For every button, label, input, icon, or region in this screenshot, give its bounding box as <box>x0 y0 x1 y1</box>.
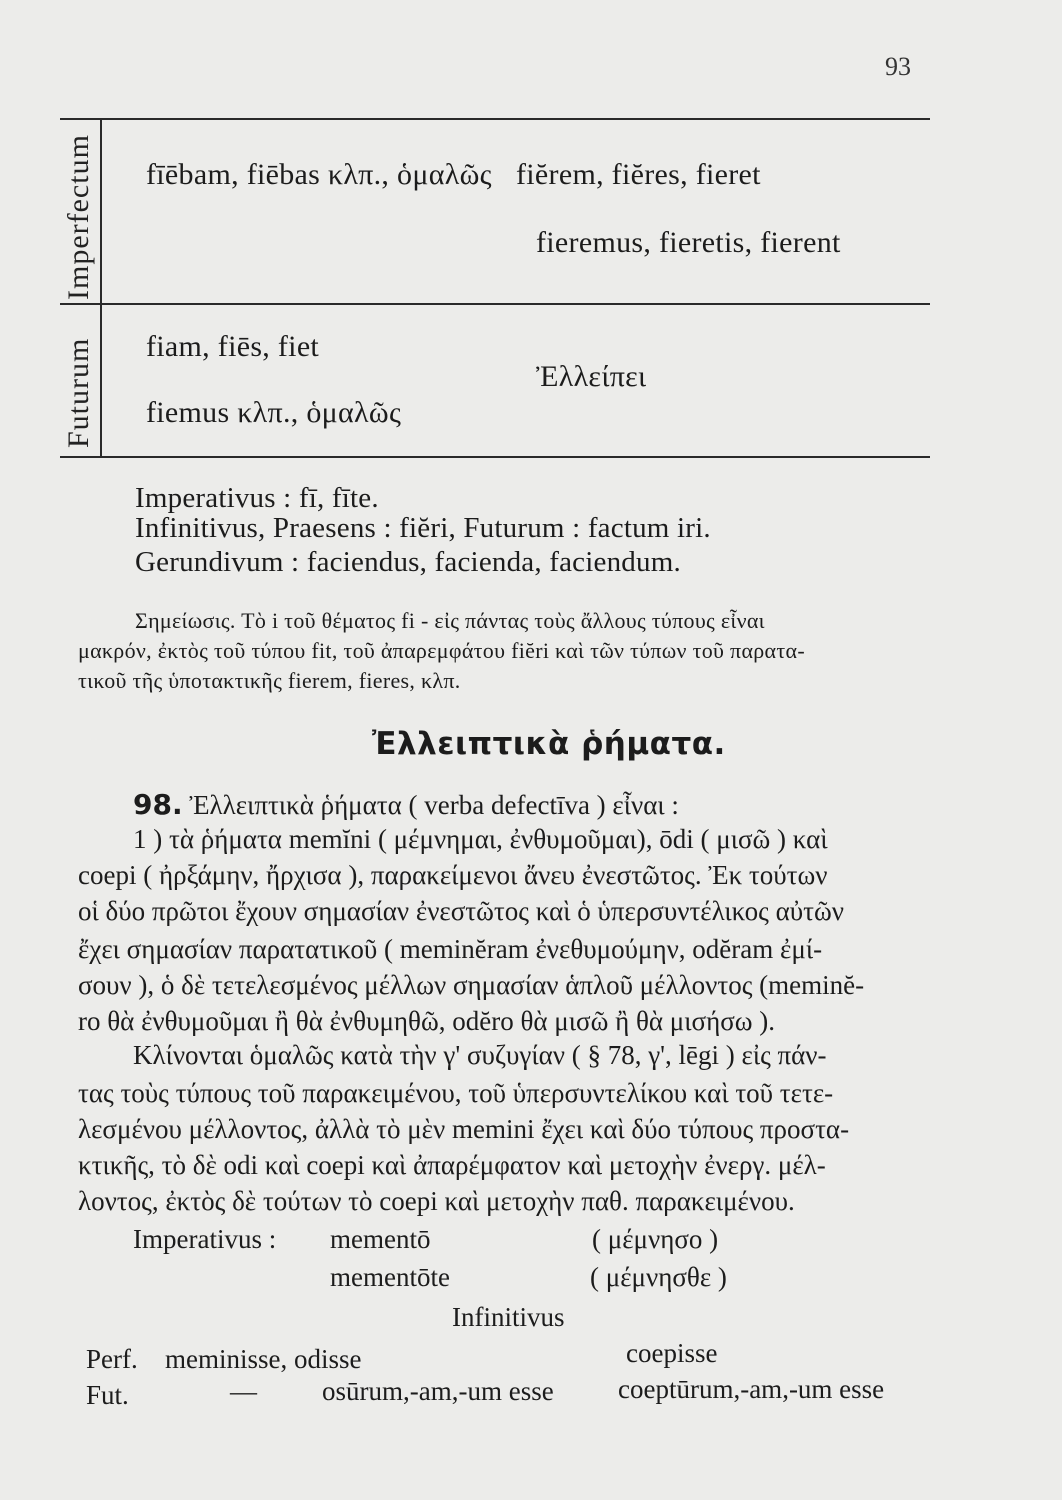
para98-line-4: οἱ δύο πρῶτοι ἔχουν σημασίαν ἐνεστῶτος καὶ ὁ ὑπερσυντέλικος αὐτῶν <box>78 896 844 926</box>
section-heading: Ἐλλειπτικὰ ῥήματα. <box>372 726 726 762</box>
note-line-3: τικοῦ τῆς ὑποτακτικῆς fierem, fieres, κλπ. <box>78 668 461 693</box>
fut-indicative-2: fiemus κλπ., ὁμαλῶς <box>146 396 402 429</box>
para2-line-3: λεσμένου μέλλοντος, ἀλλὰ τὸ μὲν memini ἔχει καὶ δύο τύπους προστα- <box>78 1114 850 1144</box>
imperf-indicative: fīēbam, fiēbas κλπ., ὁμαλῶς <box>146 158 492 191</box>
para2-line-5: λοντος, ἐκτὸς δὲ τούτων τὸ coepi καὶ μετοχὴν παθ. παρακειμένου. <box>78 1186 795 1216</box>
table-label-divider <box>100 118 102 458</box>
imperativus-line: Imperativus : fī, fīte. <box>135 482 379 514</box>
table-middle-rule <box>60 303 930 305</box>
para98-line-2: 1 ) τὰ ῥήματα memĭni ( μέμνημαι, ἐνθυμοῦμαι), ōdi ( μισῶ ) καὶ <box>133 824 828 854</box>
conjugation-table <box>60 118 930 463</box>
para98-line-7: ro θὰ ἐνθυμοῦμαι ἢ θὰ ἐνθυμηθῶ, odĕro θὰ μισῶ ἢ θὰ μισήσω ). <box>78 1006 776 1036</box>
table-top-rule <box>60 118 930 120</box>
table-bottom-rule <box>60 456 930 458</box>
imperfectum-label: Imperfectum <box>62 134 95 300</box>
fut-dash: — <box>230 1376 257 1406</box>
perf-label: Perf. <box>86 1344 138 1374</box>
imperativus-form-1: mementō <box>330 1224 431 1254</box>
imperativus-gloss-1: ( μέμνησο ) <box>592 1224 719 1254</box>
note-line-2: μακρόν, ἐκτὸς τοῦ τύπου fit, τοῦ ἀπαρεμφάτου fiĕri καὶ τῶν τύπων τοῦ παρατα- <box>78 638 805 663</box>
fut-indicative-1: fiam, fiēs, fiet <box>146 330 320 363</box>
imperativus-label: Imperativus : <box>133 1224 277 1254</box>
para98-line-5: ἔχει σημασίαν παρατατικοῦ ( meminĕram ἐνεθυμούμην, odĕram ἐμί- <box>78 934 823 964</box>
para2-line-2: τας τοὺς τύπους τοῦ παρακειμένου, τοῦ ὑπερσυντελίκου καὶ τοῦ τετε- <box>78 1078 834 1108</box>
page-number: 93 <box>885 52 911 81</box>
imperativus-gloss-2: ( μέμνησθε ) <box>590 1262 727 1292</box>
infinitivus-heading: Infinitivus <box>452 1302 565 1332</box>
para2-line-4: κτικῆς, τὸ δὲ odi καὶ coepi καὶ ἀπαρέμφατον καὶ μετοχὴν ἐνεργ. μέλ- <box>78 1150 826 1180</box>
para98-line-1 <box>133 788 993 821</box>
note-line-1: Σημείωσις. Τὸ i τοῦ θέματος fi - εἰς πάντας τοὺς ἄλλους τύπους εἶναι <box>135 608 765 633</box>
imperativus-form-2: mementōte <box>330 1262 450 1292</box>
futurum-label: Futurum <box>62 337 95 448</box>
fut-odi: osūrum,-am,-um esse <box>322 1376 554 1406</box>
fut-coepi: coeptūrum,-am,-um esse <box>618 1374 885 1404</box>
para98-line-3: coepi ( ἠρξάμην, ἤρχισα ), παρακείμενοι ἄνευ ἐνεστῶτος. Ἐκ τούτων <box>78 860 828 890</box>
perf-coepi: coepisse <box>626 1338 718 1368</box>
fut-label: Fut. <box>86 1380 129 1410</box>
para2-line-1: Κλίνονται ὁμαλῶς κατὰ τὴν γ' συζυγίαν ( § 78, γ', lēgi ) εἰς πάν- <box>133 1040 827 1070</box>
fut-subjunctive: Ἐλλείπει <box>536 360 647 393</box>
perf-forms: meminisse, odisse <box>165 1344 362 1374</box>
para98-line-6: σουν ), ὁ δὲ τετελεσμένος μέλλων σημασίαν ἁπλοῦ μέλλοντος (meminĕ- <box>78 970 865 1000</box>
imperf-subjunctive-2: fieremus, fieretis, fierent <box>536 226 841 259</box>
imperf-subjunctive-1: fiĕrem, fiĕres, fieret <box>516 158 761 191</box>
para98-line-1-text: Ἐλλειπτικὰ ῥήματα ( verba defectīva ) εἶναι : <box>189 790 679 820</box>
infinitivus-line: Infinitivus, Praesens : fiĕri, Futurum : factum iri. <box>135 512 711 544</box>
para98-number: 98. <box>133 788 183 821</box>
gerundivum-line: Gerundivum : faciendus, facienda, faciendum. <box>135 546 681 578</box>
